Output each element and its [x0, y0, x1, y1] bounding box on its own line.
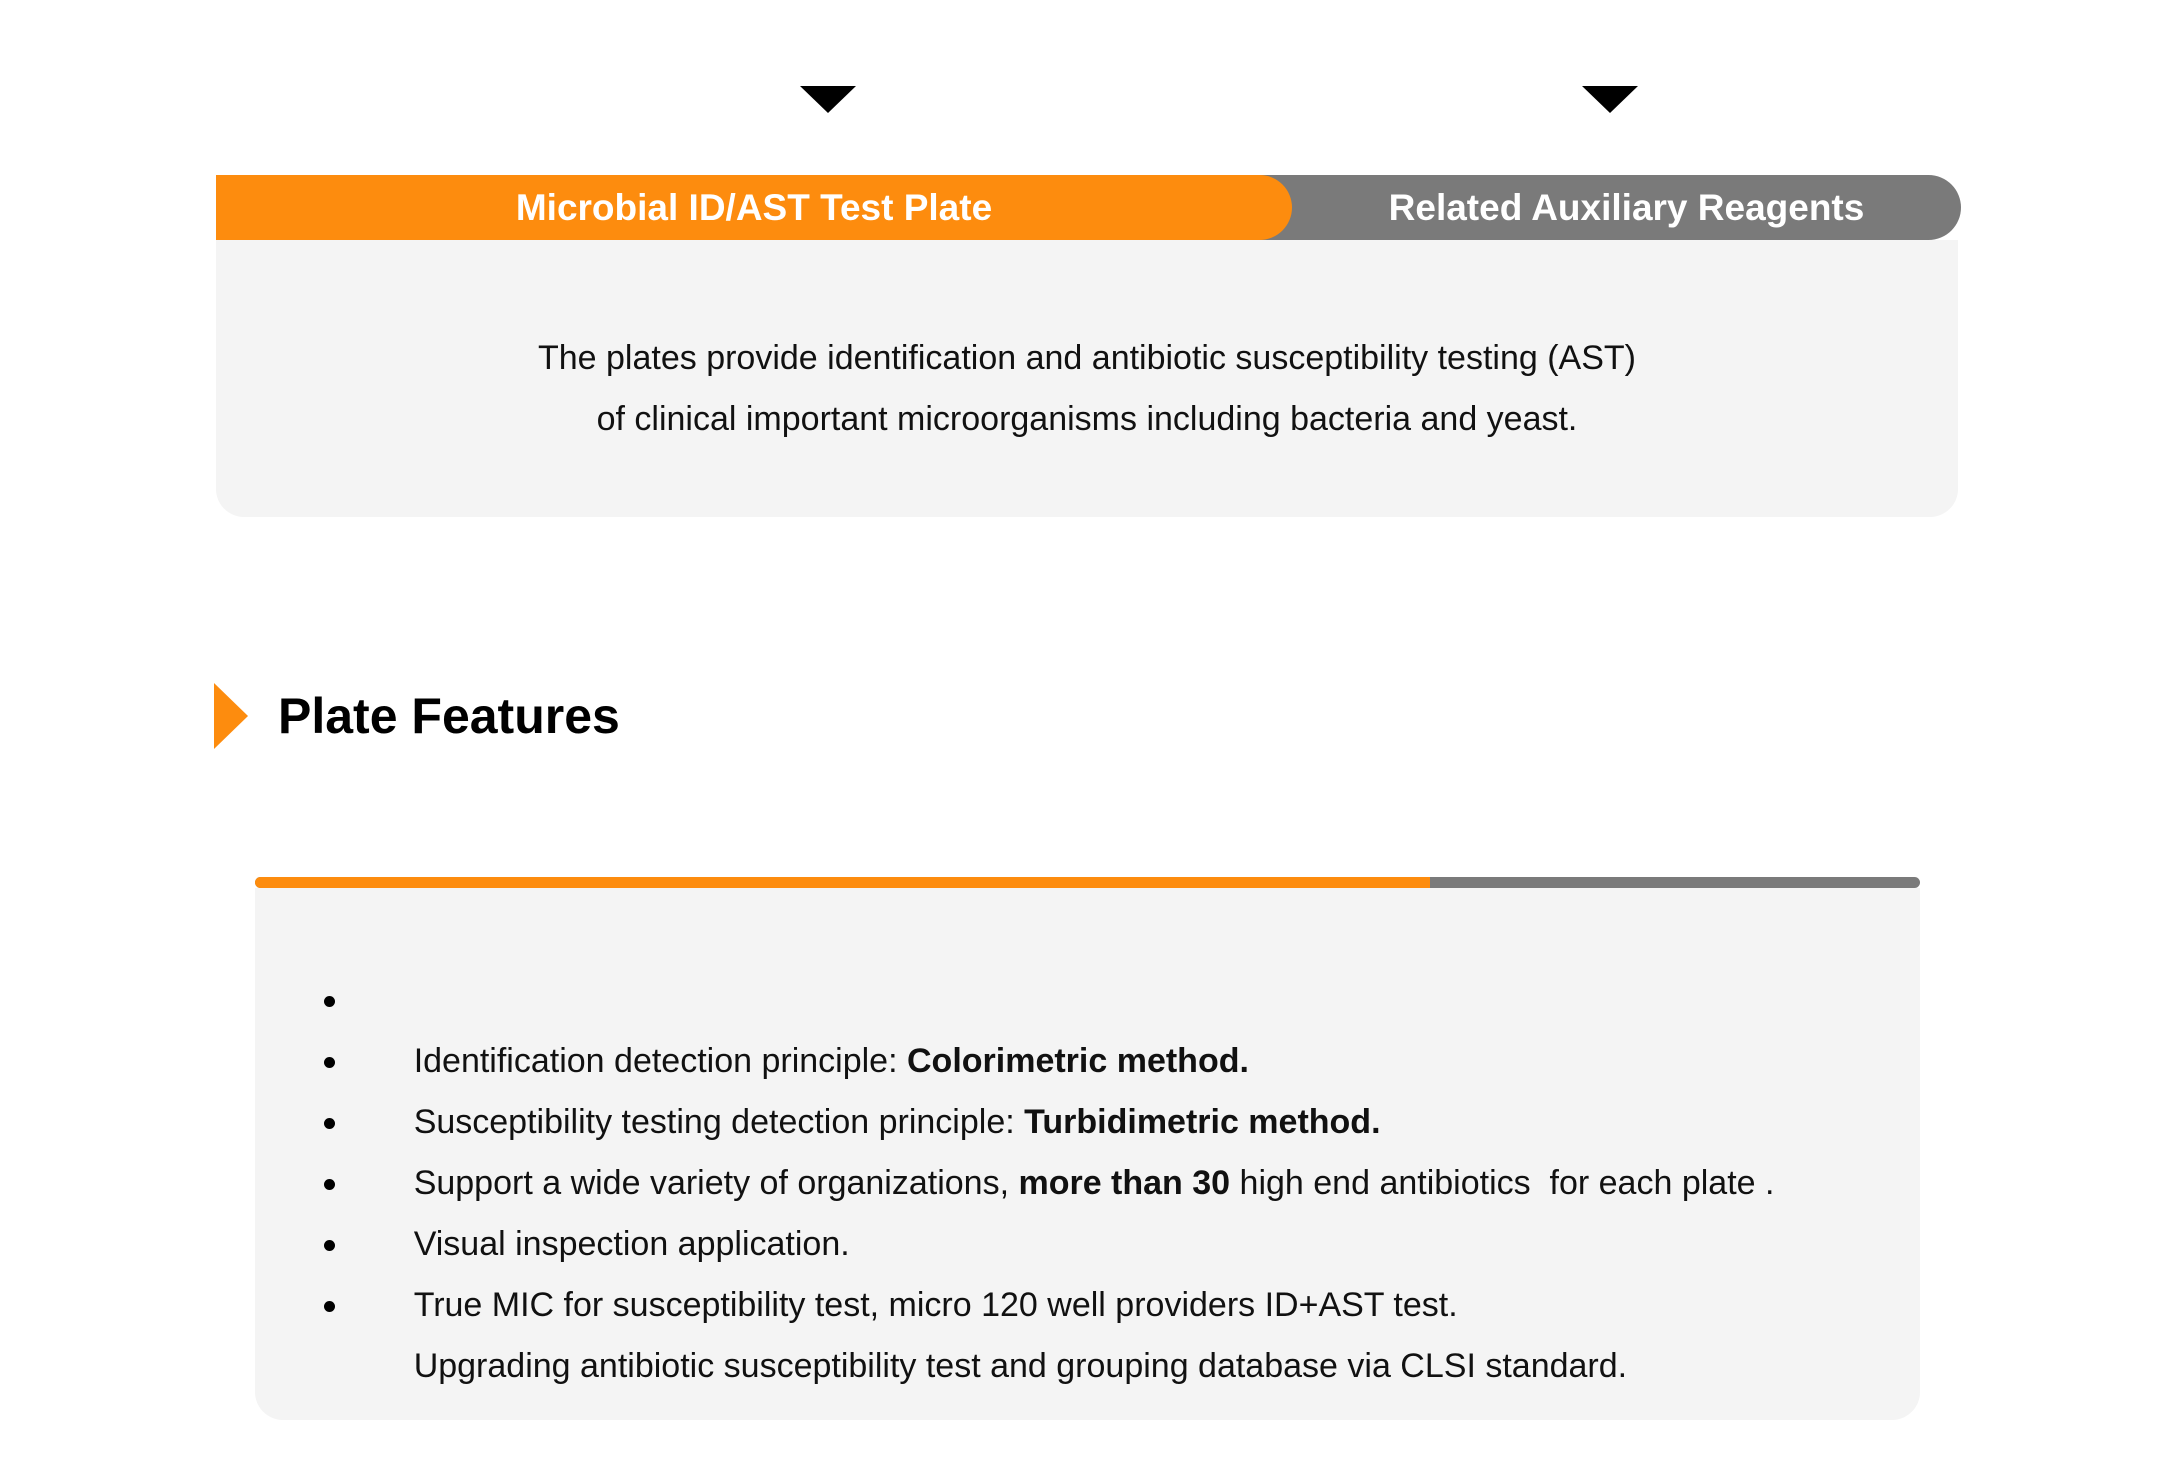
intro-text — [216, 328, 1958, 450]
bullet-icon — [324, 1301, 335, 1312]
intro-line-2: of clinical important microorganisms including bacteria and yeast. — [596, 400, 1578, 438]
feature-text: True MIC for susceptibility test, micro 120 well providers ID+AST test. — [413, 1286, 1458, 1324]
features-progress-fill — [255, 877, 1430, 888]
feature-text: Susceptibility testing detection principle: — [413, 1103, 1025, 1141]
feature-text: Upgrading antibiotic susceptibility test and grouping database via CLSI standard. — [413, 1347, 1628, 1385]
feature-item — [255, 1092, 1775, 1202]
feature-item — [255, 1153, 1774, 1263]
feature-after: high end antibiotics for each plate . — [1230, 1164, 1775, 1202]
feature-text: Identification detection principle: — [413, 1042, 907, 1080]
feature-item — [255, 970, 1774, 1080]
feature-list — [255, 970, 1775, 1385]
feature-bold: Colorimetric method. — [907, 1042, 1249, 1080]
feature-bold: more than 30 — [1018, 1164, 1231, 1202]
bullet-icon — [324, 996, 335, 1007]
tab-microbial-id-ast-test-plate[interactable] — [216, 175, 1292, 240]
features-progress-bar — [255, 877, 1920, 888]
feature-text: Visual inspection application. — [413, 1225, 850, 1263]
tab-label: Microbial ID/AST Test Plate — [515, 187, 993, 228]
intro-line-1: The plates provide identification and antibiotic susceptibility testing (AST) — [537, 339, 1636, 377]
feature-item — [255, 1031, 1774, 1141]
bullet-icon — [324, 1057, 335, 1068]
feature-item — [255, 1214, 1774, 1324]
tab-bar — [216, 175, 1961, 240]
triangle-down-icon — [1582, 86, 1638, 113]
triangle-down-icon — [800, 86, 856, 113]
feature-text: Support a wide variety of organizations, — [413, 1164, 1019, 1202]
feature-bold: Turbidimetric method. — [1024, 1103, 1381, 1141]
features-card — [255, 888, 1920, 1420]
triangle-right-icon — [214, 683, 248, 749]
bullet-icon — [324, 1240, 335, 1251]
bullet-icon — [324, 1179, 335, 1190]
tab-label: Related Auxiliary Reagents — [1388, 187, 1865, 228]
section-title: Plate Features — [278, 688, 620, 744]
intro-card — [216, 240, 1958, 517]
bullet-icon — [324, 1118, 335, 1129]
feature-item — [255, 1275, 1774, 1385]
